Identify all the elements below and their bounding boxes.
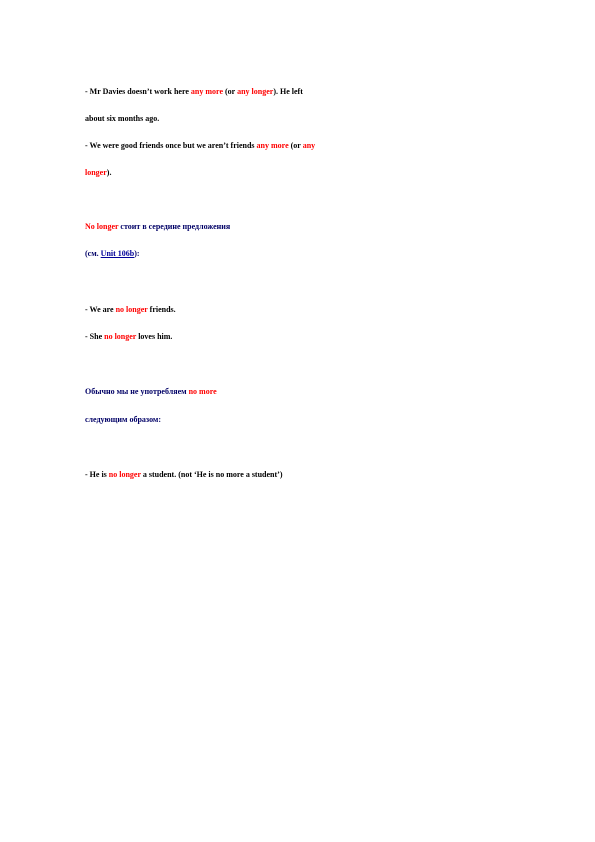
example-line-she bbox=[85, 332, 172, 342]
unit-106b-link[interactable]: Unit 106b bbox=[100, 249, 135, 258]
highlight-no-longer: no longer bbox=[104, 332, 137, 341]
text-segment: - We are bbox=[85, 305, 116, 314]
text-segment: ). He left bbox=[273, 87, 303, 96]
text-segment: ): bbox=[134, 249, 140, 258]
text-segment: - We were good friends once but we aren’t friends bbox=[85, 141, 257, 150]
highlight-longer: longer bbox=[85, 168, 107, 177]
example-line-mr-davies bbox=[85, 87, 303, 97]
rule-line-no-longer-position bbox=[85, 222, 230, 232]
highlight-any-longer: any longer bbox=[237, 87, 274, 96]
text-segment: (or bbox=[288, 141, 303, 150]
rule-line-no-more-usage bbox=[85, 387, 217, 397]
text-segment: стоит в середине предложения bbox=[118, 222, 231, 231]
text-segment: - She bbox=[85, 332, 105, 341]
text-segment: (or bbox=[223, 87, 238, 96]
text-segment: - Mr Davies doesn’t work here bbox=[85, 87, 191, 96]
text-segment: - He is bbox=[85, 470, 109, 479]
highlight-no-more: no more bbox=[188, 387, 217, 396]
text-segment: Обычно мы не употребляем bbox=[85, 387, 189, 396]
highlight-any: any bbox=[302, 141, 316, 150]
example-line-good-friends bbox=[85, 141, 315, 151]
highlight-any-more: any more bbox=[190, 87, 223, 96]
text-segment: a student. (not ‘He is no more a student’) bbox=[140, 470, 283, 479]
text-segment: следующим образом: bbox=[85, 415, 162, 424]
highlight-no-longer: No longer bbox=[85, 222, 119, 231]
highlight-no-longer: no longer bbox=[108, 470, 141, 479]
example-line-he-is bbox=[85, 470, 283, 480]
text-segment: loves him. bbox=[136, 332, 173, 341]
text-segment: friends. bbox=[147, 305, 176, 314]
highlight-any-more: any more bbox=[256, 141, 289, 150]
text-segment: about six months ago. bbox=[85, 114, 160, 123]
text-segment: ). bbox=[106, 168, 112, 177]
example-line-continuation bbox=[85, 168, 111, 178]
highlight-no-longer: no longer bbox=[115, 305, 148, 314]
example-line-we-are bbox=[85, 305, 176, 315]
example-line-continuation bbox=[85, 114, 159, 124]
text-segment: (см. bbox=[85, 249, 101, 258]
rule-line-continuation bbox=[85, 415, 161, 425]
reference-line bbox=[85, 249, 140, 259]
